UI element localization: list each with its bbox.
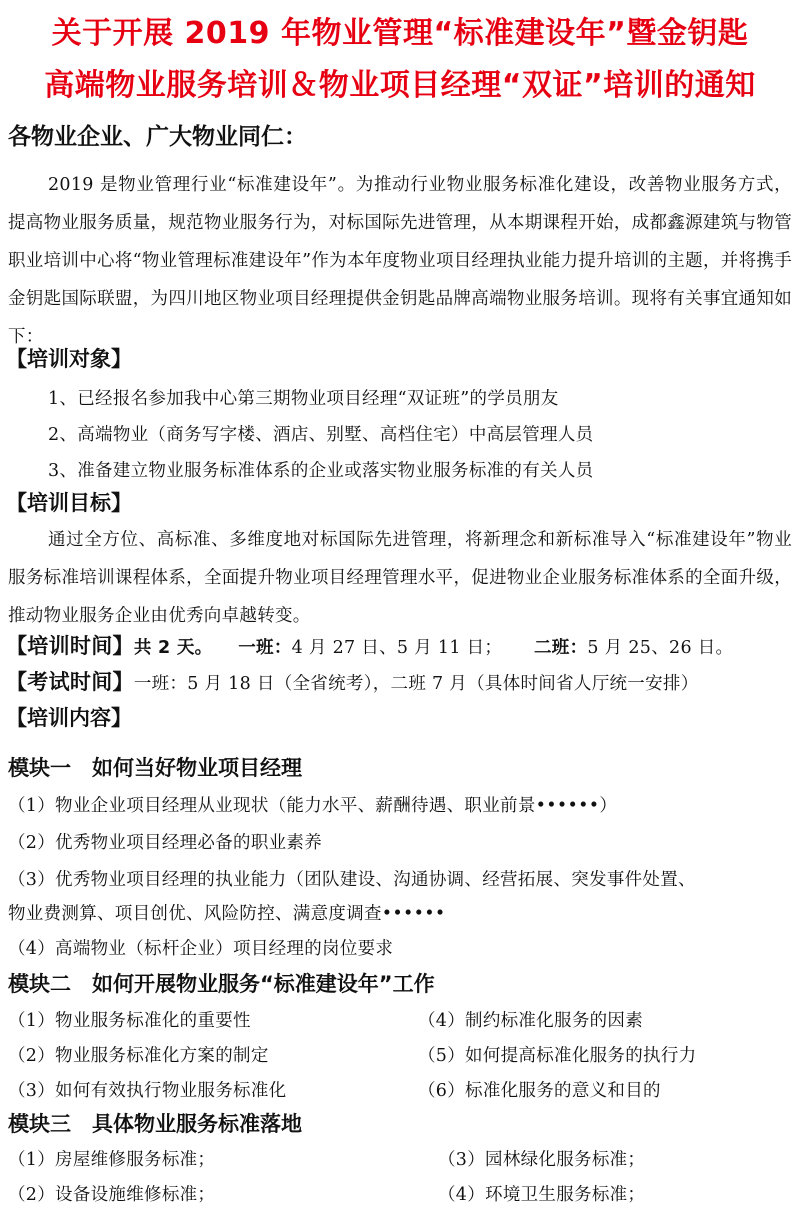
section-heading-targets: 【培训对象】	[6, 347, 132, 371]
module1-item: （1）物业企业项目经理从业现状（能力水平、薪酬待遇、职业前景••••••）	[8, 796, 618, 816]
module3-item: （2）设备设施维修标准；	[8, 1185, 216, 1205]
target-item: 2、高端物业（商务写字楼、酒店、别墅、高档住宅）中高层管理人员	[48, 425, 594, 445]
module3-item: （4）环境卫生服务标准；	[438, 1185, 646, 1205]
section-heading-content: 【培训内容】	[6, 706, 132, 730]
intro-paragraph: 2019 是物业管理行业“标准建设年”。为推动行业物业服务标准化建设，改善物业服务方式，提高物业服务质量，规范物业服务行为，对标国际先进管理，从本期课程开始，成都鑫源建筑与物管职业培训中心将“物业管理标准建设年”作为本年度物业项目经理执业能力提升培训的主题，并将携手金钥匙国际联盟，为四川地区物业项目经理提供金钥匙品牌高端物业服务培训。现将有关事宜通知如下：	[8, 175, 792, 347]
module1-item: （4）高端物业（标杆企业）项目经理的岗位要求	[8, 939, 394, 959]
module2-item: （5）如何提高标准化服务的执行力	[418, 1046, 697, 1066]
target-item: 3、准备建立物业服务标准体系的企业或落实物业服务标准的有关人员	[48, 461, 594, 481]
section-heading-time: 【培训时间】	[6, 634, 134, 658]
training-time-row	[6, 630, 733, 660]
class2-label: 二班：	[533, 638, 588, 658]
module2-item: （6）标准化服务的意义和目的	[418, 1081, 661, 1101]
exam-time-row	[6, 666, 699, 696]
training-days: 共 2 天。	[133, 638, 213, 658]
module1-item: （2）优秀物业项目经理必备的职业素养	[8, 833, 323, 853]
module3-item: （3）园林绿化服务标准；	[438, 1150, 646, 1170]
class1-dates: 4 月 27 日、5 月 11 日；	[291, 638, 503, 658]
class1-label: 一班：	[238, 638, 292, 658]
section-heading-exam: 【考试时间】	[6, 670, 134, 694]
target-item: 1、已经报名参加我中心第三期物业项目经理“双证班”的学员朋友	[48, 389, 559, 409]
notice-title-line2: 高端物业服务培训＆物业项目经理“双证”培训的通知	[44, 68, 756, 103]
module2-item: （2）物业服务标准化方案的制定	[8, 1046, 269, 1066]
module2-title: 模块二 如何开展物业服务“标准建设年”工作	[8, 972, 435, 996]
module2-item: （3）如何有效执行物业服务标准化	[8, 1081, 287, 1101]
class2-dates: 5 月 25、26 日。	[587, 638, 734, 658]
greeting: 各物业企业、广大物业同仁：	[8, 124, 307, 150]
module3-item: （1）房屋维修服务标准；	[8, 1150, 216, 1170]
module3-title: 模块三 具体物业服务标准落地	[8, 1112, 302, 1136]
module1-item-continued: 物业费测算、项目创优、风险防控、满意度调查••••••	[8, 904, 446, 924]
module1-title: 模块一 如何当好物业项目经理	[8, 756, 302, 780]
goals-paragraph: 通过全方位、高标准、多维度地对标国际先进管理，将新理念和新标准导入“标准建设年”物业服务标准培训课程体系，全面提升物业项目经理管理水平，促进物业企业服务标准体系的全面升级，推动物业服务企业由优秀向卓越转变。	[8, 530, 792, 626]
notice-title-line1: 关于开展 2019 年物业管理“标准建设年”暨金钥匙	[51, 16, 749, 51]
module1-item: （3）优秀物业项目经理的执业能力（团队建设、沟通协调、经营拓展、突发事件处置、	[8, 870, 696, 890]
exam-time-text: 一班：5 月 18 日（全省统考），二班 7 月（具体时间省人厅统一安排）	[133, 674, 699, 694]
module2-item: （1）物业服务标准化的重要性	[8, 1011, 251, 1031]
module2-item: （4）制约标准化服务的因素	[418, 1011, 644, 1031]
section-heading-goals: 【培训目标】	[6, 491, 132, 515]
